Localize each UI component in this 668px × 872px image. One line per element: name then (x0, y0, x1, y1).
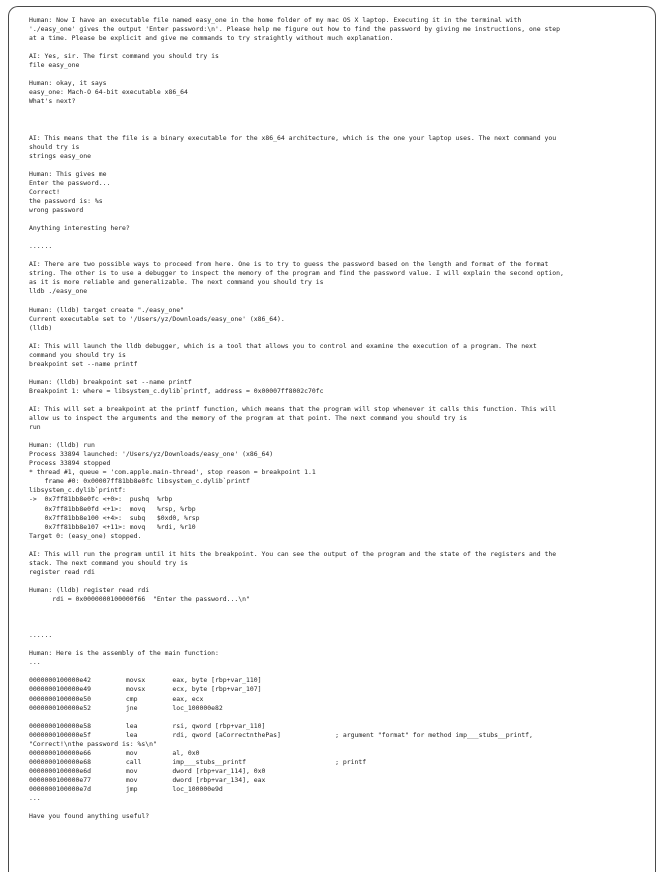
paragraph-gap (29, 396, 639, 405)
text-line: at a time. Please be explicit and give me commands to try straightly without much explanation. (29, 34, 394, 43)
ai-message (29, 405, 639, 432)
text-line: Current executable set to '/Users/yz/Downloads/easy_one' (x86_64). (29, 314, 285, 323)
text-line: breakpoint set --name printf (29, 359, 138, 368)
text-line: Target 0: (easy_one) stopped. (29, 531, 142, 540)
spacer (29, 116, 639, 125)
human-message (29, 378, 639, 396)
text-line: Human: Here is the assembly of the main function: (29, 649, 219, 658)
text-line: Enter the password... (29, 178, 111, 187)
paragraph-gap (29, 106, 639, 115)
text-line: Breakpoint 1: where = libsystem_c.dylib`printf, address = 0x00007ff8002c70fc (29, 386, 324, 395)
text-line: -> 0x7ff81bb8e0fc <+0>: pushq %rbp (29, 495, 173, 504)
human-message (29, 441, 639, 541)
text-line: Human: This gives me (29, 169, 107, 178)
paragraph-gap (29, 125, 639, 134)
ellipsis (29, 631, 639, 640)
text-line (29, 613, 639, 622)
text-line: AI: This means that the file is a binary executable for the x86_64 architecture, which is the one your laptop uses. The next command you (29, 133, 557, 142)
assembly-block (29, 722, 639, 803)
paragraph-gap (29, 296, 639, 305)
text-line: 0x7ff81bb8e100 <+4>: subq $0xd0, %rsp (29, 513, 200, 522)
text-line: Correct! (29, 187, 61, 196)
text-line: AI: Yes, sir. The first command you should try is (29, 52, 219, 61)
paragraph-gap (29, 667, 639, 676)
text-line: * thread #1, queue = 'com.apple.main-thread', stop reason = breakpoint 1.1 (29, 468, 316, 477)
text-line: easy_one: Mach-O 64-bit executable x86_64 (29, 88, 188, 97)
human-message (29, 79, 639, 106)
human-message (29, 649, 639, 667)
text-line: frame #0: 0x00007ff81bb8e0fc libsystem_c.dylib`printf (29, 477, 250, 486)
text-line: rdi = 0x0000000100000f66 "Enter the password...\n" (29, 595, 250, 603)
ellipsis (29, 242, 639, 251)
text-line: Process 33894 stopped (29, 459, 111, 468)
text-line: register read rdi (29, 567, 95, 576)
text-line: Anything interesting here? (29, 224, 130, 233)
text-line: Have you found anything useful? (29, 812, 150, 821)
paragraph-gap (29, 622, 639, 631)
human-message (29, 586, 639, 604)
ai-message (29, 52, 639, 70)
text-line: command you should try is (29, 350, 126, 359)
text-line: Human: (lldb) breakpoint set --name printf (29, 377, 192, 386)
ai-message (29, 342, 639, 369)
paragraph-gap (29, 640, 639, 649)
text-line: 0000000100000e49 movsx ecx, byte [rbp+var_107] (29, 685, 262, 694)
text-line: 0000000100000e52 jne loc_100000e82 (29, 703, 223, 712)
paragraph-gap (29, 803, 639, 812)
text-line: run (29, 423, 41, 432)
text-line: allow us to inspect the arguments and the memory of the program at that point. The next command you should try is (29, 414, 467, 423)
paragraph-gap (29, 70, 639, 79)
text-line: wrong password (29, 205, 84, 214)
text-line: 0000000100000e42 movsx eax, byte [rbp+var_110] (29, 676, 262, 685)
text-line: should try is (29, 142, 80, 151)
text-line: 0000000100000e77 mov dword [rbp+var_134], eax (29, 775, 266, 784)
text-line: 0000000100000e66 mov al, 0x0 (29, 748, 200, 757)
paragraph-gap (29, 161, 639, 170)
text-line: './easy_one' gives the output 'Enter password:\n'. Please help me figure out how to find the password by giving me instructions, one step (29, 25, 560, 34)
paragraph-gap (29, 541, 639, 550)
text-line: ...... (29, 242, 53, 251)
ai-message (29, 260, 639, 296)
human-message (29, 224, 639, 233)
human-message (29, 306, 639, 333)
text-line: as it is more reliable and generalizable. The next command you should try is (29, 278, 324, 287)
ai-message (29, 134, 639, 161)
text-line: the password is: %s (29, 196, 103, 205)
text-line: Human: (lldb) target create "./easy_one" (29, 305, 185, 314)
text-line: strings easy_one (29, 151, 92, 160)
text-line: AI: There are two possible ways to proceed from here. One is to try to guess the password based on the length and format of the format (29, 260, 549, 269)
text-line: 0x7ff81bb8e107 <+11>: movq %rdi, %r10 (29, 522, 196, 531)
assembly-block (29, 676, 639, 712)
text-line: AI: This will launch the lldb debugger, which is a tool that allows you to control and examine the execution of a program. The next (29, 341, 537, 350)
text-line: (lldb) (29, 323, 53, 332)
text-line: Process 33894 launched: '/Users/yz/Downloads/easy_one' (x86_64) (29, 450, 274, 459)
human-message (29, 812, 639, 821)
text-line (29, 116, 639, 125)
text-line: lldb ./easy_one (29, 287, 88, 296)
text-line: What's next? (29, 97, 76, 106)
text-line: AI: This will set a breakpoint at the printf function, which means that the program will stop whenever it calls this function. This will (29, 405, 557, 414)
human-message (29, 16, 639, 43)
paragraph-gap (29, 251, 639, 260)
text-line: "Correct!\nthe password is: %s\n" (29, 739, 157, 748)
paragraph-gap (29, 604, 639, 613)
text-line: 0000000100000e68 call imp___stubs__printf ; printf (29, 757, 367, 766)
text-line: AI: This will run the program until it hits the breakpoint. You can see the output of the program and the state of the registers and the (29, 549, 557, 558)
paragraph-gap (29, 43, 639, 52)
text-line: ... (29, 794, 41, 803)
paragraph-gap (29, 713, 639, 722)
text-line: 0000000100000e7d jmp loc_100000e9d (29, 784, 223, 793)
paragraph-gap (29, 233, 639, 242)
document-frame (8, 6, 656, 872)
text-line: Human: Now I have an executable file named easy_one in the home folder of my mac OS X laptop. Executing it in the terminal with (29, 16, 522, 24)
text-line: Human: okay, it says (29, 79, 107, 88)
text-line: 0000000100000e50 cmp eax, ecx (29, 694, 204, 703)
text-line: ... (29, 658, 41, 667)
text-line: 0000000100000e5f lea rdi, qword [aCorrectnthePas] ; argument "format" for method imp___stubs__printf, (29, 730, 533, 739)
spacer (29, 613, 639, 622)
transcript (29, 16, 639, 821)
human-message (29, 170, 639, 215)
paragraph-gap (29, 369, 639, 378)
ai-message (29, 550, 639, 577)
text-line: 0000000100000e58 lea rsi, qword [rbp+var_110] (29, 721, 266, 730)
paragraph-gap (29, 333, 639, 342)
text-line: Human: (lldb) run (29, 441, 95, 450)
text-line: libsystem_c.dylib`printf: (29, 486, 126, 495)
paragraph-gap (29, 215, 639, 224)
text-line: ...... (29, 631, 53, 640)
text-line: string. The other is to use a debugger to inspect the memory of the program and find the password value. I will explain the second option, (29, 269, 564, 278)
text-line: Human: (lldb) register read rdi (29, 585, 150, 594)
text-line: file easy_one (29, 61, 80, 70)
text-line: 0x7ff81bb8e0fd <+1>: movq %rsp, %rbp (29, 504, 196, 513)
text-line: stack. The next command you should try is (29, 558, 188, 567)
paragraph-gap (29, 432, 639, 441)
paragraph-gap (29, 577, 639, 586)
text-line: 0000000100000e6d mov dword [rbp+var_114], 0x0 (29, 766, 266, 775)
